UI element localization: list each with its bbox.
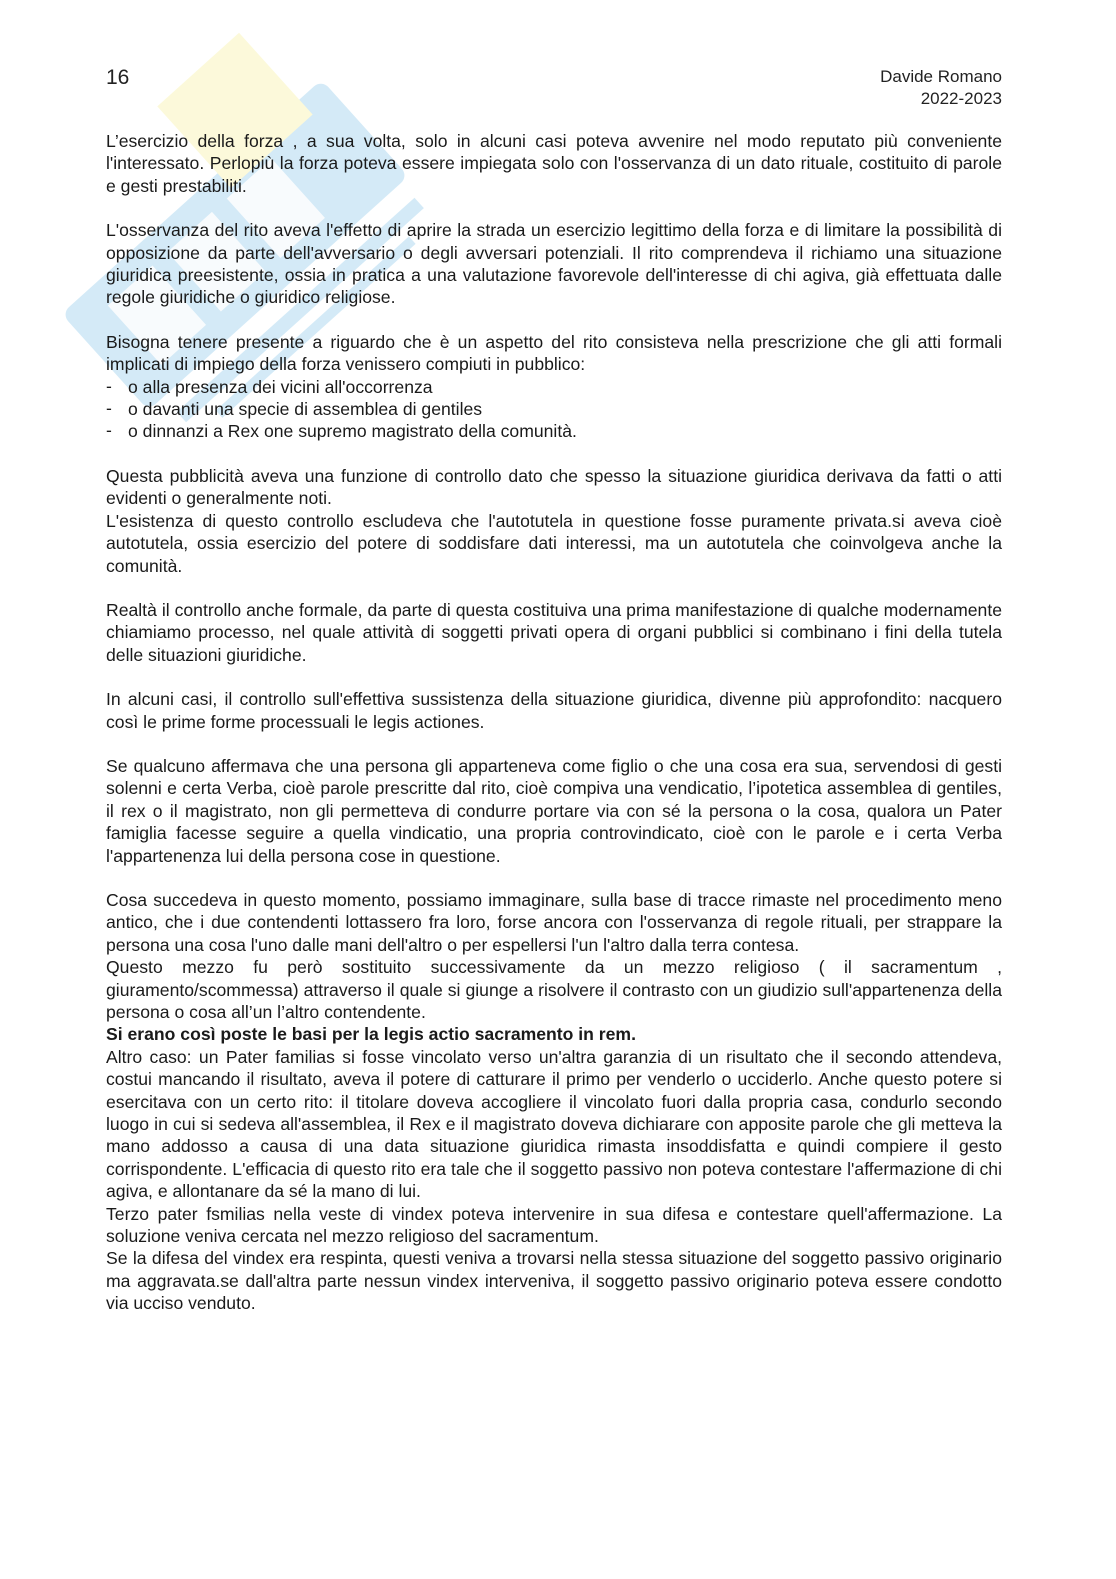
body-text [106, 130, 1002, 1315]
paragraph: Terzo pater fsmilias nella veste di vindex poteva intervenire in sua difesa e contestare quell'affermazione. La soluzione veniva cercata nel mezzo religioso del sacramentum. [106, 1203, 1002, 1247]
paragraph: L'osservanza del rito aveva l'effetto di aprire la strada un esercizio legittimo della forza e di limitare la possibilità di opposizione da parte dell'avversario o degli avversari potenziali. Il rito comprendeva il richiamo una situazione giuridica preesistente, ossia in pratica a una valutazione favorevole dell'interesse di chi agiva, già effettuata dalle regole giuridiche o giuridico religiose. [106, 220, 1002, 308]
paragraph: In alcuni casi, il controllo sull'effettiva sussistenza della situazione giuridica, divenne più approfondito: nacquero così le prime forme processuali le legis actiones. [106, 689, 1002, 732]
paragraph: Questa pubblicità aveva una funzione di controllo dato che spesso la situazione giuridica derivava da fatti o atti evidenti o generalmente noti. [106, 465, 1002, 509]
academic-year: 2022-2023 [920, 89, 1002, 108]
paragraph: L’esercizio della forza , a sua volta, solo in alcuni casi poteva avvenire nel modo reputato più conveniente l'interessato. Perlopiù la forza poteva essere impiegata solo con l'osservanza di un dato rituale, costituito di parole e gesti prestabiliti. [106, 131, 1002, 196]
page-number: 16 [106, 66, 130, 89]
author-name: Davide Romano [880, 67, 1002, 86]
paragraph: Questo mezzo fu però sostituito successivamente da un mezzo religioso ( il sacramentum , giuramento/scommessa) attraverso il quale si giunge a risolvere il contrasto con un giudizio sull'appartenenza della persona o cosa all’un l’altro contendente. [106, 957, 1002, 1022]
dash-list [106, 376, 1002, 443]
paragraph: Bisogna tenere presente a riguardo che è un aspetto del rito consisteva nella prescrizione che gli atti formali implicati di impiego della forza venissero compiuti in pubblico: [106, 331, 1002, 375]
paragraph: L'esistenza di questo controllo escludeva che l'autotutela in questione fosse puramente privata.si aveva cioè autotutela, ossia esercizio del potere di soddisfare dati interessi, ma un autotutela che coinvolgeva anche la comunità. [106, 510, 1002, 576]
list-item: - o davanti una specie di assemblea di gentiles [106, 398, 1002, 420]
paragraph: Realtà il controllo anche formale, da parte di questa costituiva una prima manifestazione di qualche modernamente chiamiamo processo, nel quale attività di soggetti privati opera di organi pubblici si combinano i fini della tutela delle situazioni giuridiche. [106, 599, 1002, 665]
bold-statement: Si erano così poste le basi per la legis actio sacramento in rem. [106, 1024, 636, 1045]
paragraph: Altro caso: un Pater familias si fosse vincolato verso un'altra garanzia di un risultato che il secondo attendeva, costui mancando il risultato, aveva il potere di catturare il primo per venderlo o ucciderlo. Anche questo potere si esercitava con un certo rito: il titolare doveva accogliere il vincolato fuori dalla propria casa, condurlo secondo luogo in cui si sedeva all'assemblea, il Rex e il magistrato doveva dichiarare con apposite parole che gli metteva la mano addosso a causa di una data situazione giuridica rimasta insoddisfatta e quindi compiere il gesto corrispondente. L'efficacia di questo rito era tale che il soggetto passivo non poteva contestare l'affermazione di chi agiva, e allontanare da sé la mano di lui. [106, 1046, 1002, 1202]
author-block [880, 66, 1002, 110]
paragraph: Cosa succedeva in questo momento, possiamo immaginare, sulla base di tracce rimaste nel procedimento meno antico, che i due contendenti lottassero fra loro, forse ancora con l'osservanza di regole rituali, per strappare la persona una cosa l'uno dalle mani dell'altro o per espellersi l'un l'altro dalla terra contesa. [106, 889, 1002, 955]
list-item: - o alla presenza dei vicini all'occorrenza [106, 376, 1002, 398]
paragraph: Se qualcuno affermava che una persona gli apparteneva come figlio o che una cosa era sua, servendosi di gesti solenni e certa Verba, cioè parole prescritte dal rito, cioè compiva una vendicatio, l’ipotetica assemblea di gentiles, il rex o il magistrato, non gli permetteva di condurre portare via con sé la persona o la cosa, qualora un Pater famiglia facesse seguire a quella vindicatio, una propria controvindicato, cioè con le parole e i certa Verba l'appartenenza lui della persona cose in questione. [106, 755, 1002, 866]
list-item: - o dinnanzi a Rex one supremo magistrato della comunità. [106, 420, 1002, 442]
paragraph: Se la difesa del vindex era respinta, questi veniva a trovarsi nella stessa situazione del soggetto passivo originario ma aggravata.se dall'altra parte nessun vindex interveniva, il soggetto passivo originario poteva essere condotto via ucciso venduto. [106, 1248, 1002, 1314]
